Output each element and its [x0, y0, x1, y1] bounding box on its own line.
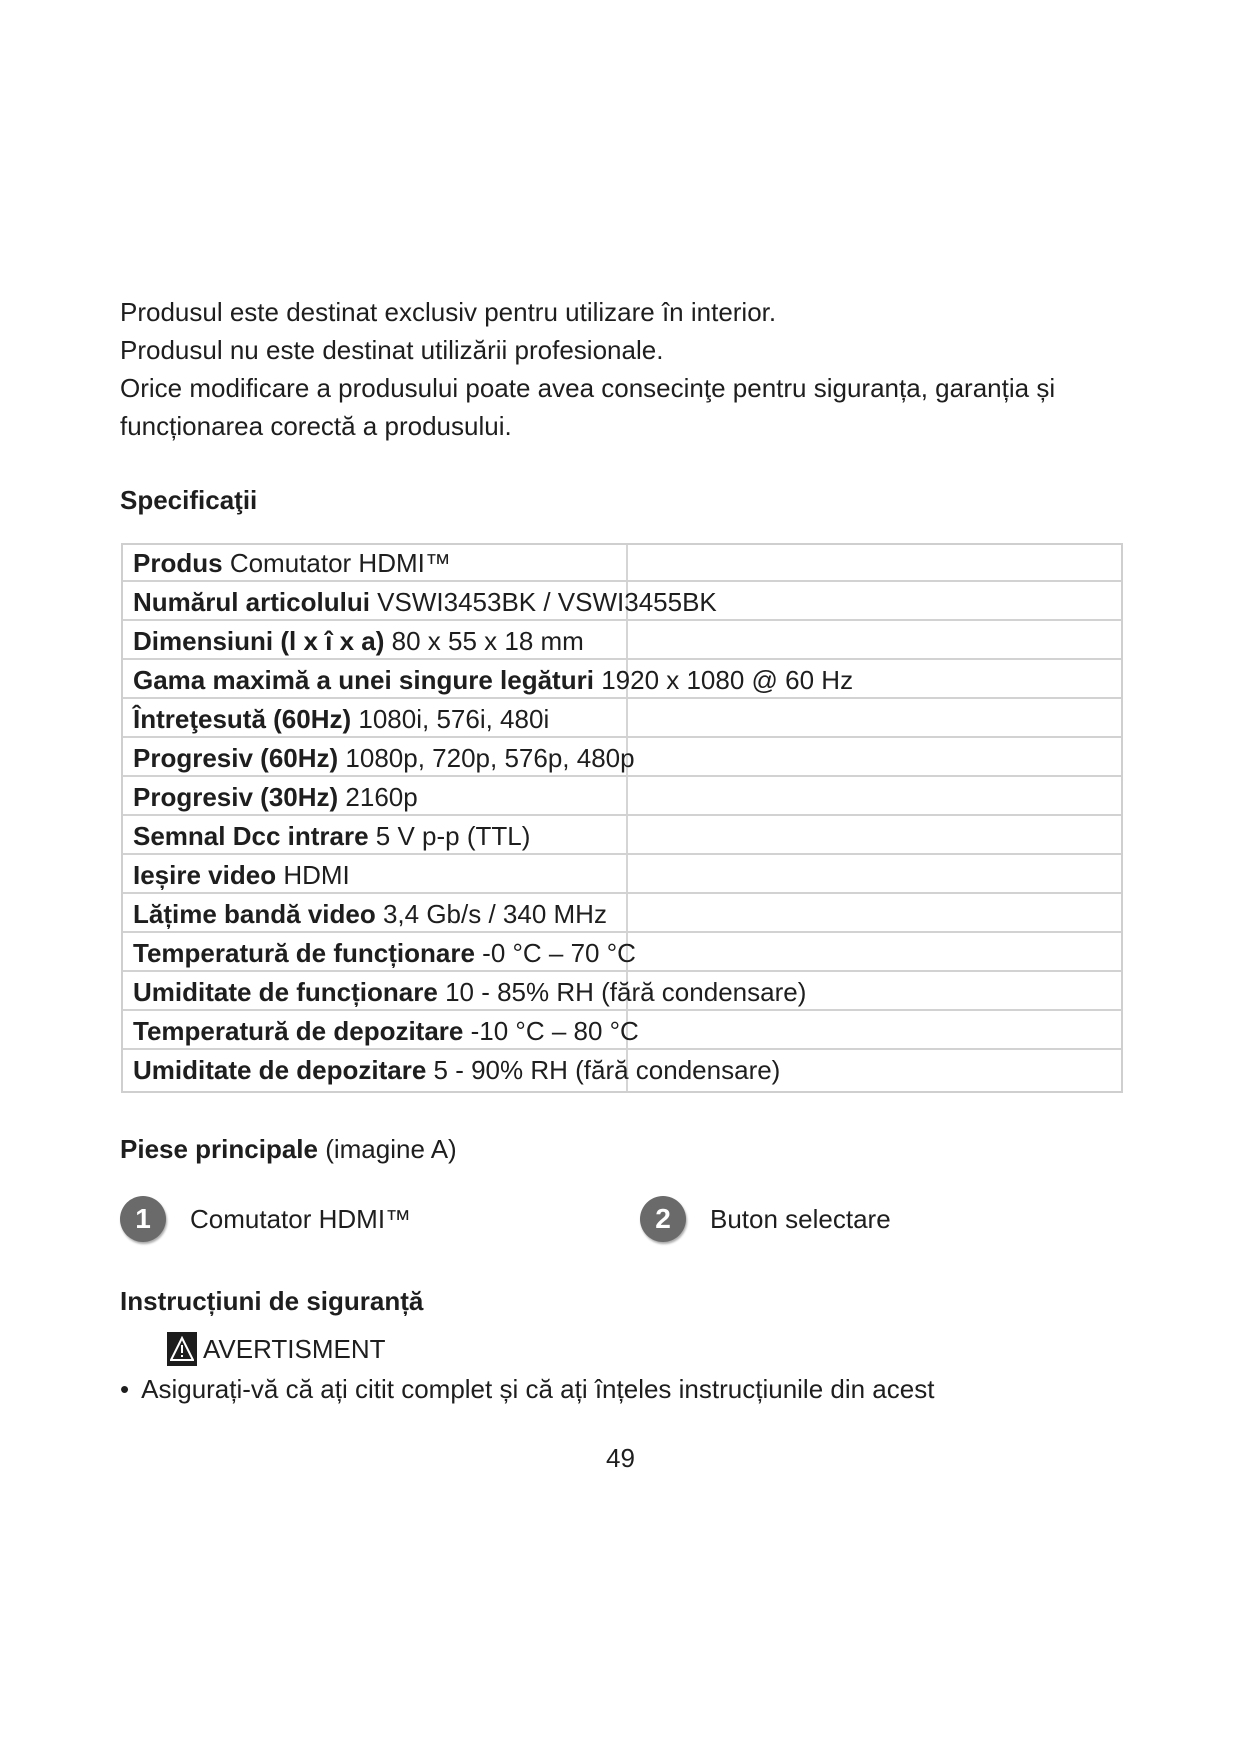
spec-label: Gama maximă a unei singure legături [133, 665, 594, 695]
spec-value: 5 V p-p (TTL) [375, 821, 531, 851]
warning-line [167, 1332, 386, 1366]
spec-row [123, 545, 1121, 582]
parts-heading [120, 1134, 457, 1165]
intro-line: Produsul este destinat exclusiv pentru utilizare în interior. [120, 297, 777, 327]
warning-triangle-icon [167, 1332, 197, 1366]
spec-row [123, 701, 1121, 738]
spec-label: Ieșire video [133, 860, 277, 890]
bullet-item [120, 1374, 934, 1405]
parts-heading-note: (imagine A) [325, 1134, 457, 1164]
part-item [120, 1196, 411, 1242]
spec-value: VSWI3453BK / VSWI3455BK [377, 587, 717, 617]
spec-value: 1920 x 1080 @ 60 Hz [601, 665, 854, 695]
spec-label: Produs [133, 548, 223, 578]
spec-row [123, 662, 1121, 699]
spec-label: Temperatură de funcționare [133, 938, 475, 968]
bullet-text: Asigurați-vă că ați citit complet și că ați înțeles instrucțiunile din acest [141, 1374, 935, 1404]
specs-heading: Specificaţii [120, 485, 258, 515]
spec-value: 10 - 85% RH (fără condensare) [445, 977, 807, 1007]
spec-label: Numărul articolului [133, 587, 370, 617]
page-number: 49 [606, 1443, 635, 1473]
number-badge-icon: 2 [640, 1196, 686, 1242]
spec-value: 1080i, 576i, 480i [358, 704, 550, 734]
spec-row [123, 1052, 1121, 1089]
part-label: Comutator HDMI™ [190, 1203, 412, 1234]
spec-label: Semnal Dcc intrare [133, 821, 369, 851]
intro-line: Orice modificare a produsului poate avea consecinţe pentru siguranța, garanția și [120, 373, 1056, 403]
spec-label: Progresiv (30Hz) [133, 782, 339, 812]
spec-value: -10 °C – 80 °C [470, 1016, 639, 1046]
spec-label: Întreţesută (60Hz) [133, 704, 352, 734]
spec-row [123, 779, 1121, 816]
parts-heading-title: Piese principale [120, 1134, 318, 1164]
spec-value: -0 °C – 70 °C [482, 938, 636, 968]
bullet-dot-icon: • [120, 1374, 130, 1404]
warning-label: AVERTISMENT [203, 1333, 386, 1364]
spec-row [123, 857, 1121, 894]
spec-value: 2160p [345, 782, 418, 812]
number-badge-icon: 1 [120, 1196, 166, 1242]
spec-label: Umiditate de depozitare [133, 1055, 427, 1085]
spec-label: Temperatură de depozitare [133, 1016, 464, 1046]
spec-row [123, 896, 1121, 933]
safety-heading: Instrucțiuni de siguranță [120, 1286, 424, 1316]
spec-value: 5 - 90% RH (fără condensare) [433, 1055, 781, 1085]
spec-value: 3,4 Gb/s / 340 MHz [382, 899, 607, 929]
spec-row [123, 818, 1121, 855]
intro-line: Produsul nu este destinat utilizării profesionale. [120, 335, 664, 365]
spec-label: Umiditate de funcționare [133, 977, 438, 1007]
spec-value: HDMI [283, 860, 350, 890]
spec-label: Lățime bandă video [133, 899, 376, 929]
part-label: Buton selectare [710, 1203, 891, 1234]
spec-label: Dimensiuni (l x î x a) [133, 626, 385, 656]
spec-row [123, 623, 1121, 660]
spec-row [123, 584, 1121, 621]
spec-row [123, 740, 1121, 777]
specs-table [121, 543, 1123, 1093]
spec-value: 80 x 55 x 18 mm [391, 626, 584, 656]
spec-row [123, 974, 1121, 1011]
part-item [640, 1196, 891, 1242]
spec-value: 1080p, 720p, 576p, 480p [345, 743, 635, 773]
spec-row [123, 1013, 1121, 1050]
spec-row [123, 935, 1121, 972]
spec-value: Comutator HDMI™ [229, 548, 451, 578]
intro-line: funcționarea corectă a produsului. [120, 411, 512, 441]
spec-label: Progresiv (60Hz) [133, 743, 339, 773]
intro-text [120, 293, 1140, 445]
